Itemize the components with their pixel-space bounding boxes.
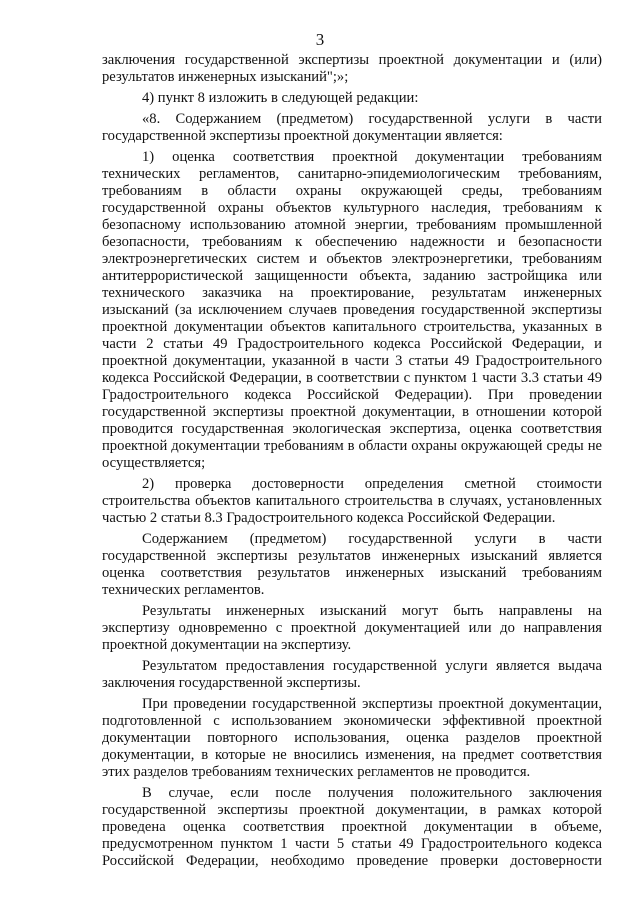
paragraph: Результаты инженерных изысканий могут быть направлены на экспертизу одновременно с проектной документацией или до направления проектной документации на экспертизу. [102, 603, 602, 653]
document-body [102, 52, 602, 870]
paragraph: 4) пункт 8 изложить в следующей редакции: [142, 90, 419, 106]
page-number: 3 [315, 30, 325, 49]
paragraph: «8. Содержанием (предметом) государственной услуги в части государственной экспертизы проектной документации является: [102, 111, 602, 144]
paragraph: В случае, если после получения положительного заключения государственной экспертизы проектной документации, в рамках которой проведена оценка соответствия проектной документации в объеме, предусмотренном пунктом 1 части 5 статьи 49 Градостроительного кодекса Российской Федерации, необходимо проведение проверки достоверности [102, 785, 602, 869]
paragraph: заключения государственной экспертизы проектной документации и (или) результатов инженерных изысканий";»; [102, 52, 602, 85]
paragraph: 2) проверка достоверности определения сметной стоимости строительства объектов капитального строительства в случаях, установленных частью 2 статьи 8.3 Градостроительного кодекса Российской Федерации. [102, 476, 602, 526]
paragraph: При проведении государственной экспертизы проектной документации, подготовленной с использованием экономически эффективной проектной документации повторного использования, оценка разделов проектной документации, в которые не вносились изменения, на предмет соответствия этих разделов требованиям технических регламентов не проводится. [102, 696, 602, 780]
paragraph: 1) оценка соответствия проектной документации требованиям технических регламентов, санитарно-эпидемиологическим требованиям, требованиям в области охраны окружающей среды, требованиям государственной охраны объектов культурного наследия, требованиям к безопасному использованию атомной энергии, требованиям промышленной безопасности, требованиям к обеспечению надежности и безопасности электроэнергетических систем и объектов электроэнергетики, требованиям антитеррористической защищенности объекта, заданию застройщика или технического заказчика на проектирование, результатам инженерных изысканий (за исключением случаев проведения государственной экспертизы проектной документации объектов капитального строительства, указанных в части 2 статьи 49 Градостроительного кодекса Российской Федерации, и проектной документации, указанной в части 3 статьи 49 Градостроительного кодекса Российской Федерации, в соответствии с пунктом 1 части 3.3 статьи 49 Градостроительного кодекса Российской Федерации). При проведении государственной экспертизы проектной документации, в отношении которой проводится государственная экологическая экспертиза, оценка соответствия проектной документации требованиям в области охраны окружающей среды не осуществляется; [102, 149, 602, 471]
paragraph: Содержанием (предметом) государственной услуги в части государственной экспертизы результатов инженерных изысканий является оценка соответствия результатов инженерных изысканий требованиям технических регламентов. [102, 531, 602, 598]
paragraph: Результатом предоставления государственной услуги является выдача заключения государственной экспертизы. [102, 658, 602, 691]
